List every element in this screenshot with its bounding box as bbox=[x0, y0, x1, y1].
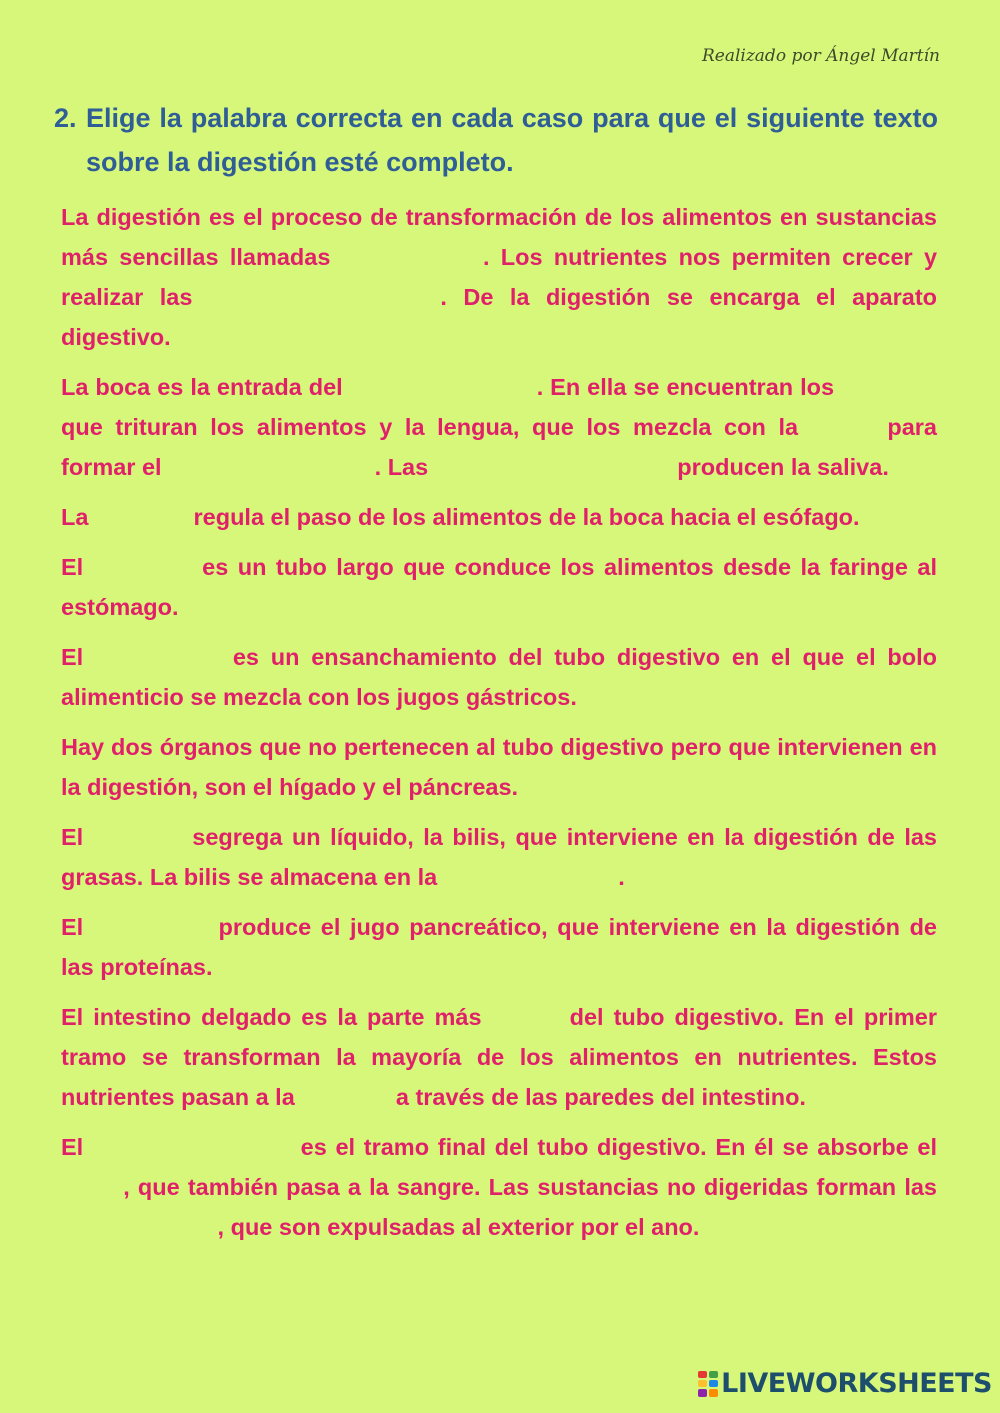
worksheet-text bbox=[61, 197, 937, 1257]
blank-glandulas-salivales[interactable] bbox=[435, 457, 671, 481]
paragraph-3: La regula el paso de los alimentos de la boca hacia el esófago. bbox=[61, 504, 860, 530]
exercise-instruction bbox=[54, 96, 938, 184]
paragraph-8: El produce el jugo pancreático, que interviene en la digestión de las proteínas. bbox=[61, 914, 938, 980]
blank-tubo-digestivo[interactable] bbox=[350, 377, 530, 401]
blank-faringe[interactable] bbox=[95, 507, 187, 531]
blank-agua[interactable] bbox=[61, 1177, 115, 1201]
blank-sangre[interactable] bbox=[301, 1087, 389, 1111]
exercise-instruction-text: Elige la palabra correcta en cada caso para que el siguiente texto sobre la digestión esté completo. bbox=[86, 103, 938, 177]
blank-funciones-vitales[interactable] bbox=[209, 287, 424, 311]
blank-dientes[interactable] bbox=[841, 377, 937, 401]
paragraph-9: El intestino delgado es la parte más del tubo digestivo. En el primer tramo se transforman la mayoría de los alimentos en nutrientes. Estos nutrientes pasan a la a través de las paredes del intestino. bbox=[61, 1004, 938, 1110]
blank-higado[interactable] bbox=[93, 827, 183, 851]
author-credit: Realizado por Ángel Martín bbox=[701, 46, 940, 66]
blank-vesicula-biliar[interactable] bbox=[444, 867, 612, 891]
blank-saliva[interactable] bbox=[811, 417, 875, 441]
paragraph-5: El es un ensanchamiento del tubo digestivo en el que el bolo alimenticio se mezcla con los jugos gástricos. bbox=[61, 644, 938, 710]
blank-bolo-alimenticio[interactable] bbox=[168, 457, 368, 481]
liveworksheets-logo bbox=[698, 1368, 992, 1399]
paragraph-4: El es un tubo largo que conduce los alimentos desde la faringe al estómago. bbox=[61, 554, 937, 620]
blank-estomago[interactable] bbox=[95, 647, 221, 671]
liveworksheets-wordmark: LIVEWORKSHEETS bbox=[721, 1368, 992, 1399]
blank-esofago[interactable] bbox=[93, 557, 193, 581]
paragraph-6: Hay dos órganos que no pertenecen al tubo digestivo pero que intervienen en la digestión, son el hígado y el páncreas. bbox=[61, 734, 937, 800]
paragraph-1: La digestión es el proceso de transformación de los alimentos en sustancias más sencillas llamadas . Los nutrientes nos permiten crecer y realizar las . De la digestión se encarga el aparato digestivo. bbox=[61, 204, 938, 350]
paragraph-10: El es el tramo final del tubo digestivo. En él se absorbe el , que también pasa a la sangre. Las sustancias no digeridas forman las , que son expulsadas al exterior por el ano. bbox=[61, 1134, 938, 1240]
blank-intestino-grueso[interactable] bbox=[92, 1137, 292, 1161]
blank-heces[interactable] bbox=[61, 1217, 211, 1241]
blank-nutrientes[interactable] bbox=[342, 247, 472, 271]
exercise-number: 2. bbox=[54, 103, 77, 133]
paragraph-7: El segrega un líquido, la bilis, que interviene en la digestión de las grasas. La bilis se almacena en la . bbox=[61, 824, 937, 890]
blank-larga[interactable] bbox=[492, 1007, 560, 1031]
paragraph-2: La boca es la entrada del . En ella se encuentran los que trituran los alimentos y la lengua, que los mezcla con la para formar el . Las producen la saliva. bbox=[61, 374, 937, 480]
liveworksheets-logo-icon bbox=[698, 1371, 718, 1397]
blank-pancreas[interactable] bbox=[93, 917, 209, 941]
